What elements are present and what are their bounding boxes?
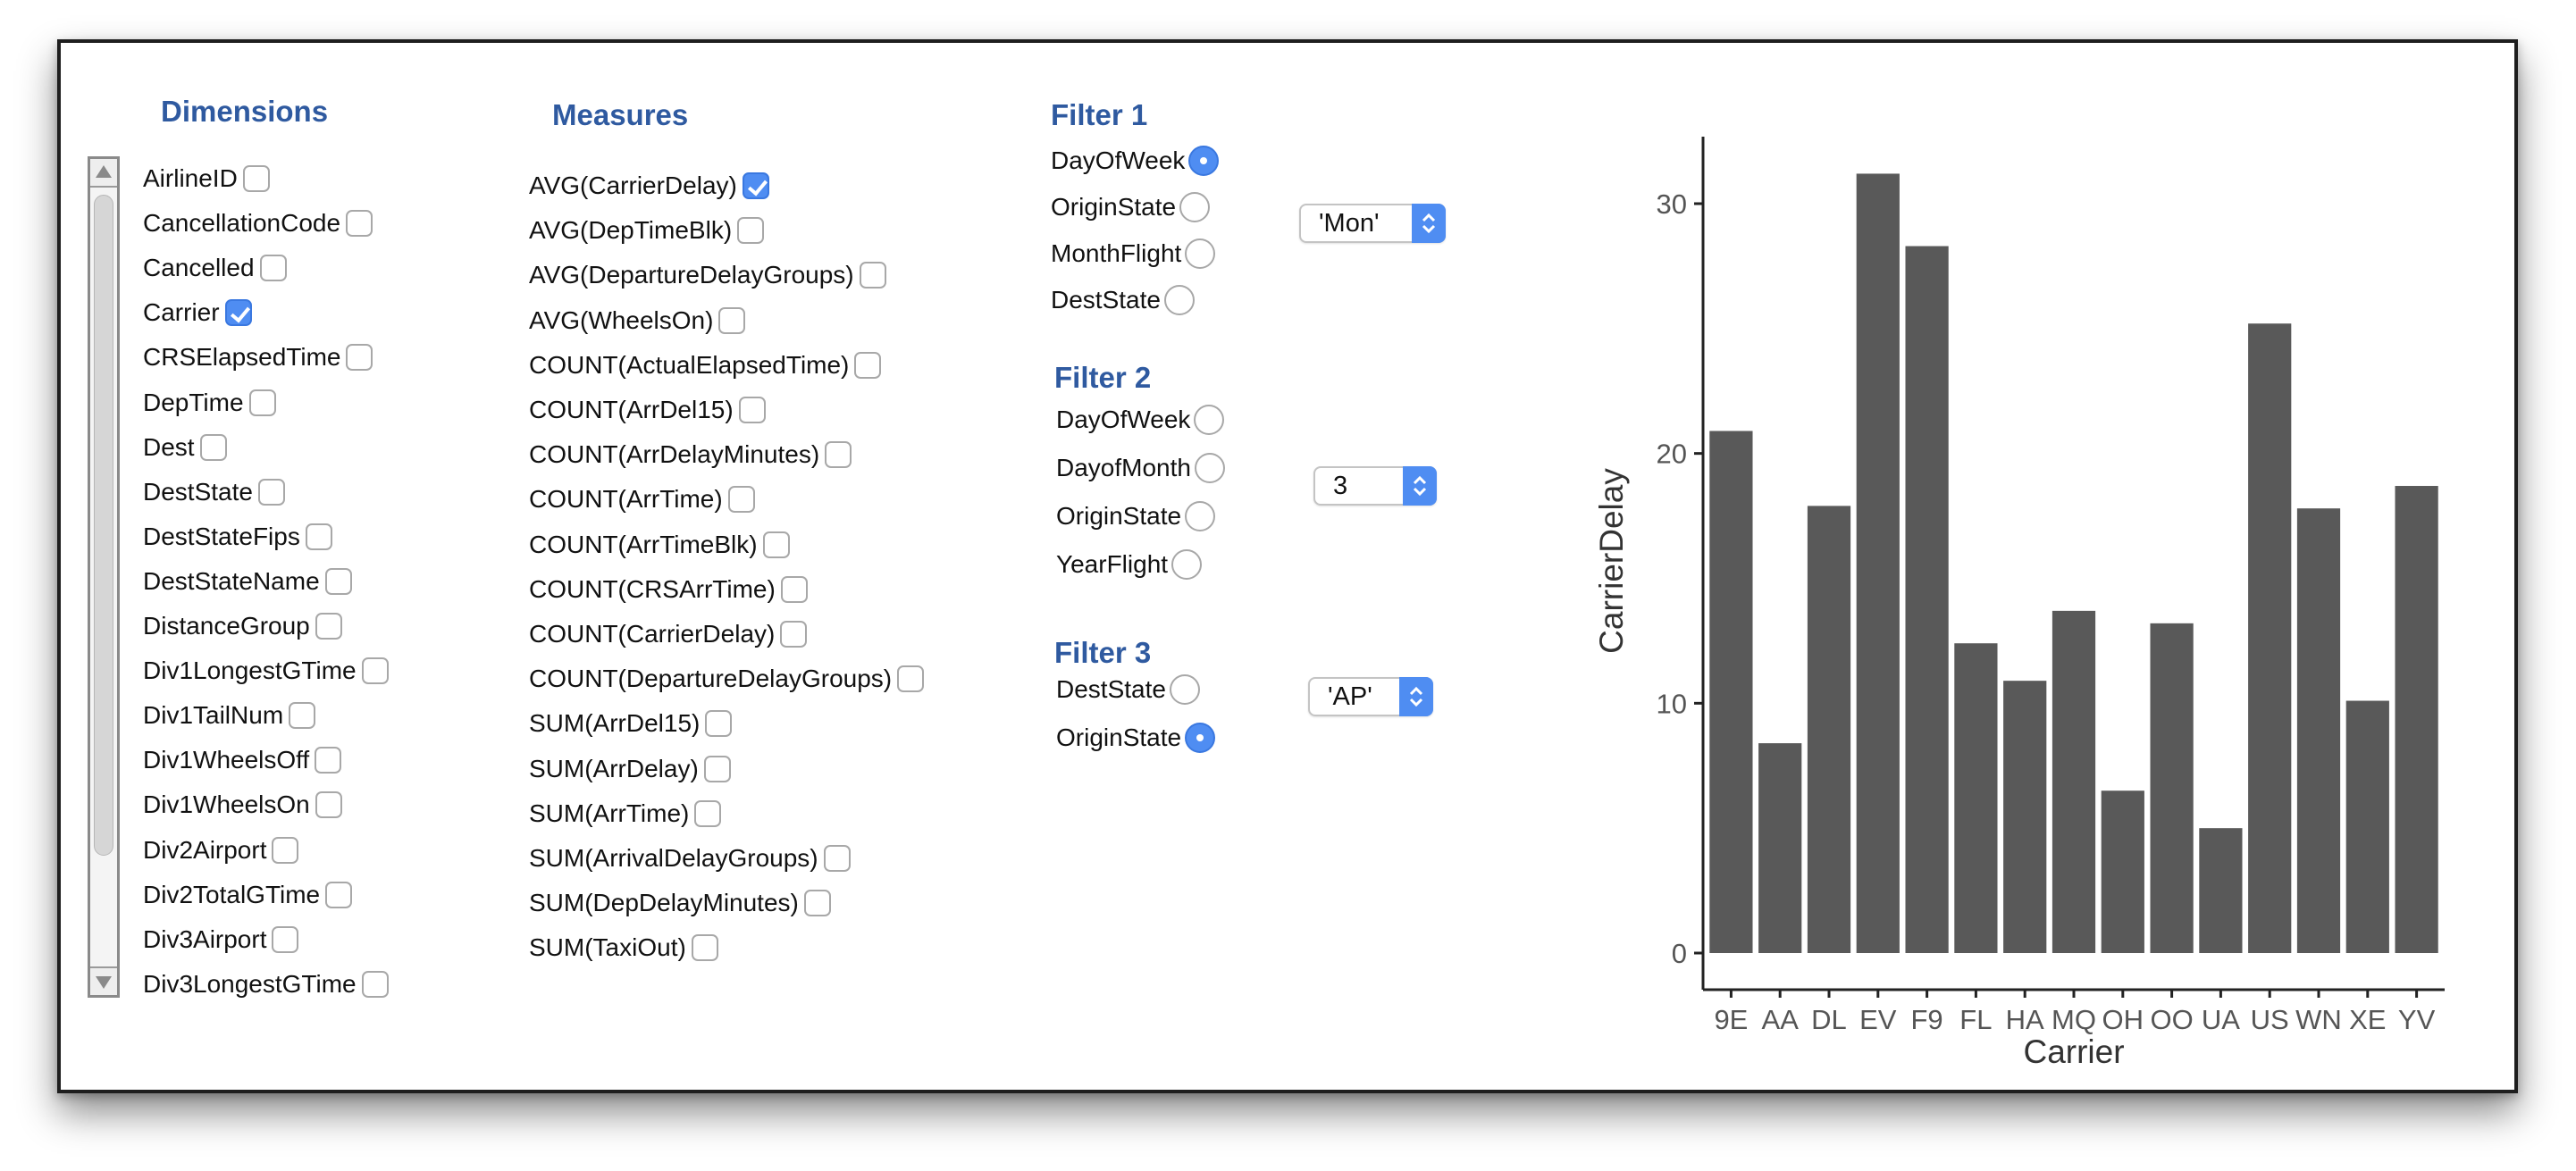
measure-item-count-crsarrtime[interactable]: [529, 572, 808, 607]
x-axis-title: Carrier: [2023, 1033, 2125, 1070]
measure-item-label: COUNT(CarrierDelay): [529, 620, 776, 648]
x-tick-label: WN: [2295, 1004, 2342, 1035]
dimension-checkbox[interactable]: [306, 523, 332, 550]
measure-item-label: COUNT(ArrDel15): [529, 396, 734, 423]
filter-2-option-dayofweek[interactable]: [1056, 402, 1224, 438]
x-tick-label: HA: [2005, 1004, 2044, 1035]
filter-option-label: OriginState: [1051, 193, 1177, 221]
dimension-item-dest[interactable]: [143, 430, 227, 465]
measure-checkbox[interactable]: [743, 172, 769, 199]
dimension-checkbox[interactable]: [325, 882, 352, 908]
dimension-checkbox[interactable]: [243, 165, 270, 192]
dimension-item-deptime[interactable]: [143, 385, 276, 421]
measure-checkbox[interactable]: [694, 800, 721, 827]
dimension-item-label: Div1WheelsOff: [143, 746, 310, 774]
filter-1-option-monthflight[interactable]: [1051, 236, 1215, 272]
dimension-item-div1tailnum[interactable]: [143, 698, 315, 733]
measure-checkbox[interactable]: [780, 621, 807, 648]
measure-item-label: SUM(DepDelayMinutes): [529, 889, 799, 917]
y-tick-label: 30: [1656, 188, 1687, 220]
measure-checkbox[interactable]: [705, 710, 732, 737]
filter-value-text: 'AP': [1328, 682, 1372, 711]
filter-radio[interactable]: [1188, 146, 1219, 176]
x-tick-label: UA: [2201, 1004, 2240, 1035]
measure-checkbox[interactable]: [854, 352, 881, 379]
dimension-item-label: DestStateFips: [143, 522, 300, 550]
dimension-checkbox[interactable]: [272, 837, 298, 864]
bar-UA: [2199, 828, 2242, 953]
dimension-item-div1wheelson[interactable]: [143, 787, 342, 823]
dimension-item-div2airport[interactable]: [143, 832, 298, 868]
y-tick-label: 10: [1656, 688, 1687, 720]
x-tick-label: US: [2250, 1004, 2289, 1035]
bar-9E: [1709, 431, 1752, 953]
dimension-checkbox[interactable]: [225, 299, 252, 326]
filter-3-value-select[interactable]: [1308, 677, 1433, 716]
filter-2-option-dayofmonth[interactable]: [1056, 450, 1225, 486]
bar-OO: [2150, 623, 2193, 953]
measure-item-sum-arrdel15[interactable]: [529, 706, 732, 741]
filter-option-label: MonthFlight: [1051, 239, 1182, 267]
measure-item-sum-arrdelay[interactable]: [529, 751, 731, 787]
x-tick-label: YV: [2397, 1004, 2436, 1035]
dimension-checkbox[interactable]: [272, 926, 298, 953]
y-tick-label: 0: [1671, 938, 1687, 969]
dimension-item-label: DestState: [143, 477, 253, 506]
filter-option-label: DestState: [1051, 286, 1161, 314]
measure-item-label: AVG(DepartureDelayGroups): [529, 261, 854, 289]
dimension-item-airlineid[interactable]: [143, 161, 270, 197]
dimension-item-label: Div3LongestGTime: [143, 969, 357, 998]
dimension-checkbox[interactable]: [260, 255, 287, 281]
dimension-item-div3airport[interactable]: [143, 922, 298, 958]
dimension-checkbox[interactable]: [346, 344, 373, 371]
measure-item-count-departuredelaygroups[interactable]: [529, 661, 924, 697]
bar-F9: [1905, 247, 1948, 953]
filter-2-option-yearflight[interactable]: [1056, 547, 1202, 582]
dimension-item-deststatename[interactable]: [143, 564, 352, 599]
dimension-checkbox[interactable]: [200, 434, 227, 461]
filter-value-text: 3: [1333, 471, 1348, 500]
bar-WN: [2297, 508, 2340, 953]
filter-option-label: DayofMonth: [1056, 454, 1191, 481]
measures-title: Measures: [552, 98, 689, 131]
x-tick-label: DL: [1811, 1004, 1847, 1035]
measure-checkbox[interactable]: [718, 307, 745, 334]
dimension-checkbox[interactable]: [362, 657, 389, 684]
measure-checkbox[interactable]: [825, 441, 852, 468]
x-tick-label: F9: [1910, 1004, 1943, 1035]
dropdown-chevron-icon[interactable]: [1412, 204, 1446, 243]
filter-1-value-select[interactable]: [1299, 204, 1446, 243]
filter-radio[interactable]: [1195, 453, 1225, 483]
x-tick-label: OO: [2150, 1004, 2194, 1035]
dimension-checkbox[interactable]: [289, 702, 315, 729]
dimension-item-label: Div3Airport: [143, 924, 267, 953]
measure-item-avg-wheelson[interactable]: [529, 303, 745, 339]
dimension-item-label: Div2Airport: [143, 835, 267, 864]
dimension-item-label: Div1LongestGTime: [143, 657, 357, 685]
dimension-item-label: Dest: [143, 432, 195, 461]
measure-item-count-arrtimeblk[interactable]: [529, 527, 790, 563]
measure-checkbox[interactable]: [739, 397, 766, 423]
dimension-checkbox[interactable]: [346, 210, 373, 237]
measure-checkbox[interactable]: [824, 845, 851, 872]
filter-option-label: YearFlight: [1056, 550, 1169, 578]
dimension-item-div1wheelsoff[interactable]: [143, 742, 341, 778]
filter-radio[interactable]: [1185, 501, 1215, 531]
dimension-item-crselapsedtime[interactable]: [143, 339, 373, 375]
filter-option-label: DayOfWeek: [1051, 146, 1186, 174]
dimension-item-label: DestStateName: [143, 566, 320, 595]
measure-item-label: SUM(TaxiOut): [529, 933, 686, 962]
dimension-item-label: Carrier: [143, 298, 220, 327]
dimension-item-label: Div1WheelsOn: [143, 790, 310, 819]
measure-checkbox[interactable]: [897, 665, 924, 692]
x-tick-label: XE: [2349, 1004, 2387, 1035]
measure-item-sum-depdelayminutes[interactable]: [529, 885, 831, 921]
measure-item-count-arrdelayminutes[interactable]: [529, 437, 852, 473]
dimension-checkbox[interactable]: [315, 747, 341, 774]
filter-radio[interactable]: [1179, 192, 1210, 222]
x-tick-label: OH: [2102, 1004, 2144, 1035]
y-tick-label: 20: [1656, 438, 1687, 470]
app-window: [57, 39, 2518, 1093]
measure-item-label: SUM(ArrivalDelayGroups): [529, 844, 818, 872]
filter-radio[interactable]: [1185, 723, 1215, 753]
filter-value-text: 'Mon': [1319, 208, 1380, 238]
filter-radio[interactable]: [1194, 405, 1224, 435]
measure-item-label: AVG(DepTimeBlk): [529, 216, 733, 245]
measure-item-label: COUNT(ArrTime): [529, 485, 723, 514]
filter-2-option-originstate[interactable]: [1056, 498, 1215, 534]
dimension-item-label: DistanceGroup: [143, 612, 310, 640]
dropdown-chevron-icon[interactable]: [1399, 677, 1433, 716]
measure-item-label: COUNT(ArrTimeBlk): [529, 530, 758, 558]
dimension-item-div2totalgtime[interactable]: [143, 877, 352, 913]
bar-XE: [2346, 701, 2389, 953]
measure-item-label: AVG(CarrierDelay): [529, 171, 737, 199]
dimension-item-label: Div2TotalGTime: [143, 880, 321, 908]
bar-AA: [1758, 743, 1801, 953]
measure-checkbox[interactable]: [781, 576, 808, 603]
measure-item-count-arrtime[interactable]: [529, 481, 755, 517]
measure-item-sum-arrivaldelaygroups[interactable]: [529, 841, 851, 876]
filter-3-option-deststate[interactable]: [1056, 672, 1200, 707]
dimension-item-distancegroup[interactable]: [143, 608, 342, 644]
bar-HA: [2003, 681, 2046, 953]
dimension-checkbox[interactable]: [315, 613, 342, 640]
dimension-item-label: CancellationCode: [143, 209, 341, 238]
measure-item-label: COUNT(DepartureDelayGroups): [529, 665, 893, 693]
dimension-checkbox[interactable]: [362, 971, 389, 998]
measure-item-sum-arrtime[interactable]: [529, 796, 721, 832]
dimension-item-div1longestgtime[interactable]: [143, 653, 389, 689]
dimension-checkbox[interactable]: [249, 389, 276, 416]
bar-MQ: [2052, 611, 2095, 953]
bar-YV: [2395, 486, 2438, 953]
measure-item-sum-taxiout[interactable]: [529, 930, 718, 966]
dimension-item-label: CRSElapsedTime: [143, 343, 341, 372]
dimension-checkbox[interactable]: [258, 479, 285, 506]
bar-US: [2248, 323, 2291, 953]
x-tick-label: FL: [1959, 1004, 1993, 1035]
measure-item-label: COUNT(ArrDelayMinutes): [529, 440, 820, 469]
dimension-checkbox[interactable]: [315, 791, 342, 818]
filter-1-title: Filter 1: [1051, 98, 1148, 131]
dimensions-title: Dimensions: [161, 95, 329, 128]
filter-3-option-originstate[interactable]: [1056, 720, 1215, 756]
filter-option-label: DestState: [1056, 675, 1166, 703]
measure-checkbox[interactable]: [804, 890, 831, 916]
filter-option-label: OriginState: [1056, 724, 1182, 751]
dropdown-chevron-icon[interactable]: [1403, 466, 1437, 506]
bar-OH: [2102, 790, 2144, 953]
filter-1-option-originstate[interactable]: [1051, 189, 1210, 225]
filter-radio[interactable]: [1185, 238, 1215, 269]
measure-checkbox[interactable]: [763, 531, 790, 558]
filter-3-title: Filter 3: [1054, 636, 1152, 669]
dimension-item-cancellationcode[interactable]: [143, 205, 373, 241]
measure-item-count-carrierdelay[interactable]: [529, 616, 807, 652]
filter-1-option-dayofweek[interactable]: [1051, 143, 1219, 179]
measure-item-count-actualelapsedtime[interactable]: [529, 347, 881, 383]
filter-1-option-deststate[interactable]: [1051, 282, 1195, 318]
measure-checkbox[interactable]: [860, 262, 886, 289]
filter-option-label: OriginState: [1056, 502, 1182, 530]
x-tick-label: AA: [1761, 1004, 1799, 1035]
measure-checkbox[interactable]: [692, 934, 718, 961]
dimension-item-label: AirlineID: [143, 164, 238, 192]
measure-item-label: SUM(ArrTime): [529, 799, 690, 827]
measure-checkbox[interactable]: [728, 486, 755, 513]
dimension-item-label: Div1TailNum: [143, 701, 284, 730]
dimension-item-div3longestgtime[interactable]: [143, 966, 389, 1002]
measure-item-avg-carrierdelay[interactable]: [529, 168, 769, 204]
measure-checkbox[interactable]: [704, 756, 731, 782]
filter-option-label: DayOfWeek: [1056, 406, 1191, 433]
filter-radio[interactable]: [1164, 285, 1195, 315]
carrier-delay-bar-chart: [61, 43, 2518, 1093]
dimension-checkbox[interactable]: [325, 568, 352, 595]
bar-DL: [1808, 506, 1850, 953]
x-tick-label: MQ: [2052, 1004, 2096, 1035]
dimension-item-cancelled[interactable]: [143, 250, 287, 286]
measure-item-label: SUM(ArrDelay): [529, 754, 699, 782]
measure-item-avg-departuredelaygroups[interactable]: [529, 257, 886, 293]
dimension-item-label: DepTime: [143, 388, 244, 416]
dimension-item-carrier[interactable]: [143, 295, 252, 330]
dimension-item-deststatefips[interactable]: [143, 519, 332, 555]
filter-radio[interactable]: [1170, 674, 1200, 705]
filter-radio[interactable]: [1171, 549, 1202, 580]
filter-2-value-select[interactable]: [1313, 466, 1437, 506]
filter-2-title: Filter 2: [1054, 361, 1152, 394]
measure-item-label: COUNT(CRSArrTime): [529, 574, 776, 603]
y-axis-title: CarrierDelay: [1593, 468, 1630, 654]
x-tick-label: 9E: [1714, 1004, 1749, 1035]
measure-item-label: COUNT(ActualElapsedTime): [529, 350, 850, 379]
measure-item-avg-deptimeblk[interactable]: [529, 213, 764, 248]
dimension-item-label: Cancelled: [143, 254, 255, 282]
bar-EV: [1857, 173, 1900, 953]
measure-item-label: AVG(WheelsOn): [529, 305, 714, 334]
dimension-item-deststate[interactable]: [143, 474, 285, 510]
x-tick-label: EV: [1859, 1004, 1897, 1035]
bar-FL: [1954, 643, 1997, 953]
measure-checkbox[interactable]: [737, 217, 764, 244]
measure-item-label: SUM(ArrDel15): [529, 709, 701, 738]
measure-item-count-arrdel15[interactable]: [529, 392, 766, 428]
